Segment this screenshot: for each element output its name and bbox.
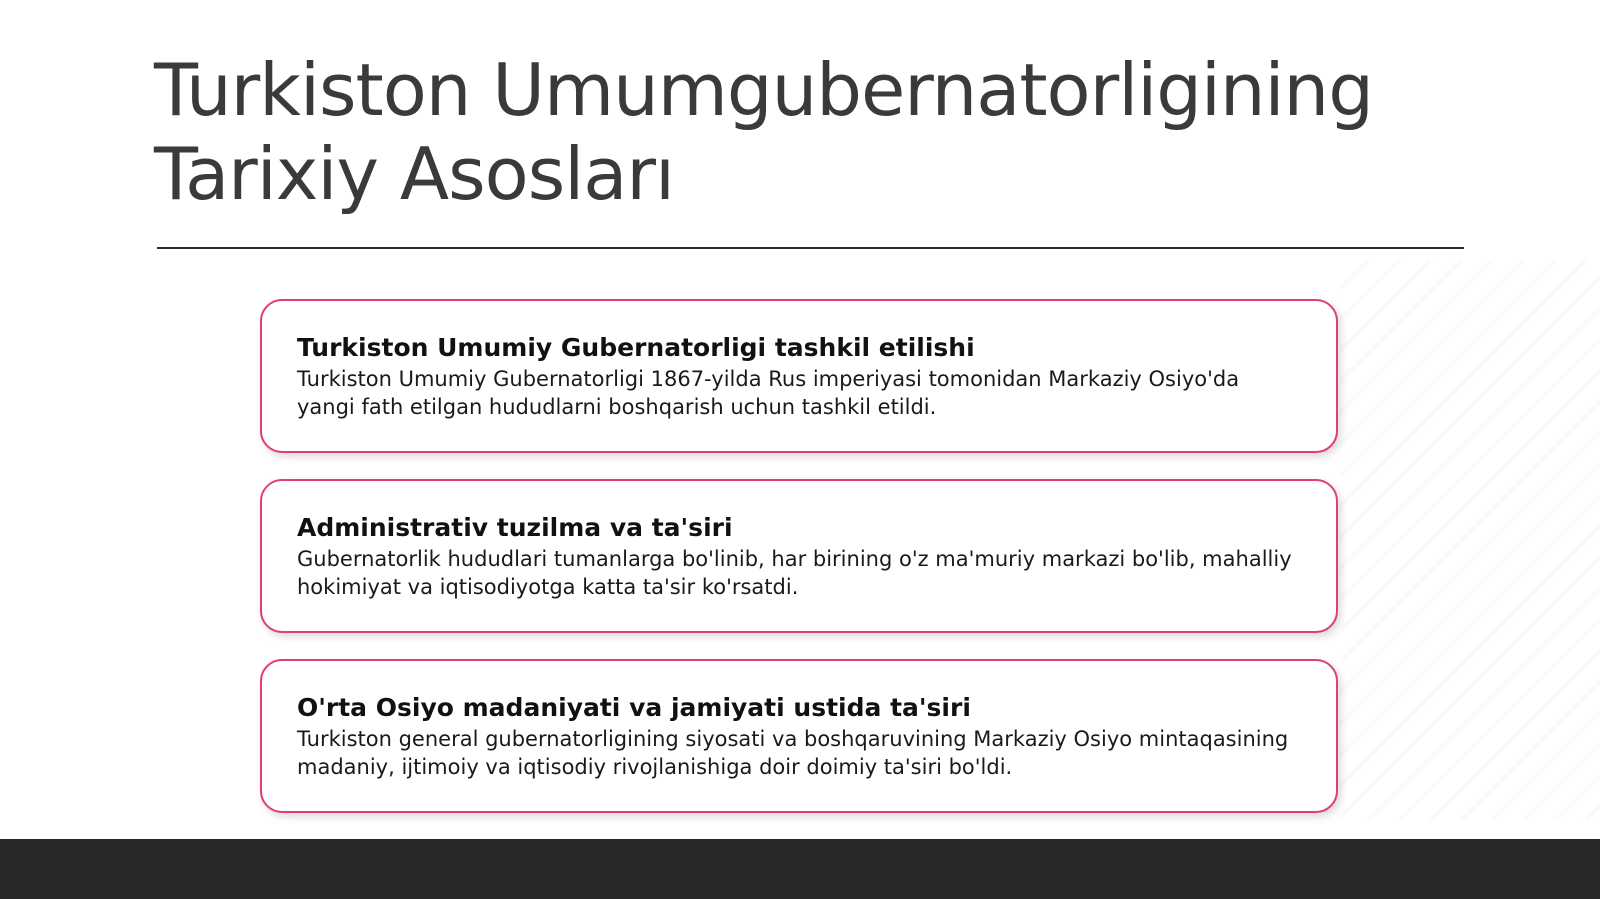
card-heading: O'rta Osiyo madaniyati va jamiyati ustida ta'siri (297, 693, 971, 722)
card-body: Turkiston Umumiy Gubernatorligi 1867-yilda Rus imperiyasi tomonidan Markaziy Osiyo'da yangi fath etilgan hududlarni boshqarish uchun tashkil etildi. (297, 367, 1240, 419)
slide-title-line-1: Turkiston Umumgubernatorligining (154, 48, 1373, 132)
card-heading: Administrativ tuzilma va ta'siri (297, 513, 733, 542)
info-card-administration (260, 479, 1338, 633)
card-body: Turkiston general gubernatorligining siyosati va boshqaruvining Markaziy Osiyo mintaqasining madaniy, ijtimoiy va iqtisodiy rivojlanishiga doir doimiy ta'siri bo'ldi. (297, 727, 1289, 779)
info-card-formation (260, 299, 1338, 453)
info-card-culture-impact (260, 659, 1338, 813)
slide-title-line-2: Tarixiy Asosları (154, 132, 674, 216)
card-heading: Turkiston Umumiy Gubernatorligi tashkil etilishi (297, 333, 975, 362)
title-divider (157, 247, 1464, 249)
presentation-footer-bar (0, 839, 1600, 899)
slide-title (154, 48, 1494, 216)
background-pattern (1340, 260, 1600, 820)
card-body: Gubernatorlik hududlari tumanlarga bo'linib, har birining o'z ma'muriy markazi bo'lib, mahalliy hokimiyat va iqtisodiyotga katta ta'sir ko'rsatdi. (297, 547, 1292, 599)
